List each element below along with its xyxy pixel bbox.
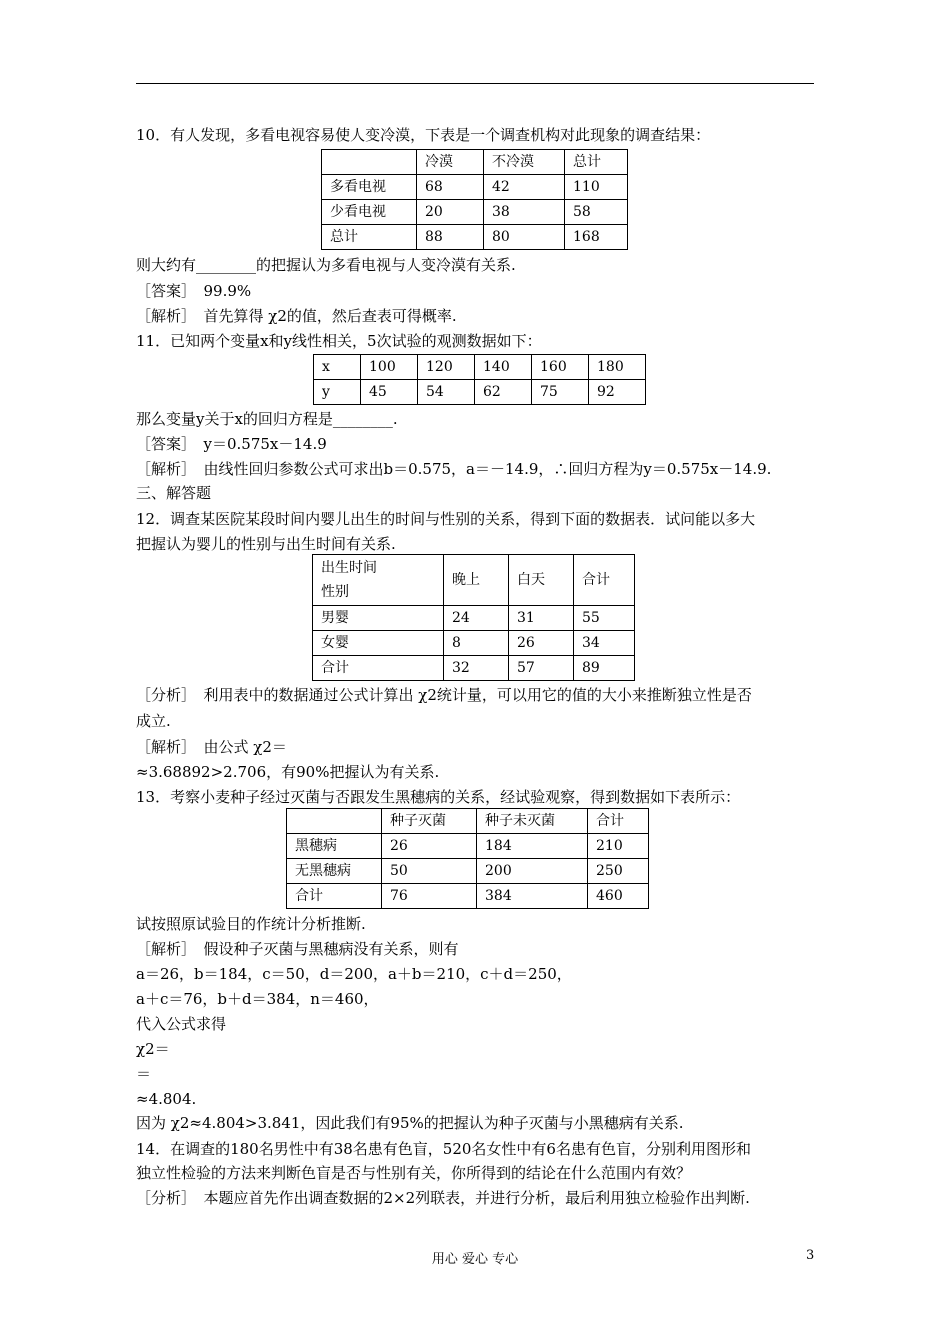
table-cell: 26	[382, 834, 477, 859]
q11-table	[313, 354, 646, 405]
q13-solution-line8: 因为 χ2≈4.804>3.841，因此我们有95%的把握认为种子灭菌与小黑穗病有关系.	[136, 1114, 684, 1132]
table-cell: 合计	[588, 809, 649, 834]
table-cell: 250	[588, 859, 649, 884]
table-cell: 42	[484, 175, 565, 200]
table-cell: 45	[361, 380, 418, 405]
section-heading: 三、解答题	[136, 484, 212, 502]
table-cell: 合计	[574, 555, 635, 606]
table-cell: 460	[588, 884, 649, 909]
table-cell: 24	[444, 606, 509, 631]
table-cell: 晚上	[444, 555, 509, 606]
table-row	[322, 225, 628, 250]
table-cell: 合计	[287, 884, 382, 909]
q11-fill: 那么变量y关于x的回归方程是________.	[136, 410, 398, 428]
header-bottom-label: 性别	[321, 584, 349, 600]
table-cell: 总计	[565, 150, 628, 175]
table-cell: 180	[589, 355, 646, 380]
table-cell: 100	[361, 355, 418, 380]
table-row	[322, 200, 628, 225]
q13-question: 13．考察小麦种子经过灭菌与否跟发生黑穗病的关系，经试验观察，得到数据如下表所示：	[136, 788, 741, 806]
table-cell: 200	[477, 859, 588, 884]
table-cell: 8	[444, 631, 509, 656]
table-cell: 不冷漠	[484, 150, 565, 175]
table-cell: 31	[509, 606, 574, 631]
q13-solution-line1: ［解析］ 假设种子灭菌与黑穗病没有关系，则有	[136, 940, 459, 958]
q10-fill: 则大约有________的把握认为多看电视与人变冷漠有关系.	[136, 256, 516, 274]
table-cell: 384	[477, 884, 588, 909]
table-cell: 184	[477, 834, 588, 859]
table-cell: 120	[418, 355, 475, 380]
table-row	[287, 809, 649, 834]
q11-analysis: ［解析］ 由线性回归参数公式可求出b＝0.575，a＝－14.9，∴回归方程为y＝0.575x－14.9.	[136, 460, 772, 478]
table-cell: 88	[417, 225, 484, 250]
q14-question-line1: 14．在调查的180名男性中有38名患有色盲，520名女性中有6名患有色盲，分别利用图形和	[136, 1140, 751, 1158]
q10-question: 10．有人发现，多看电视容易使人变冷漠，下表是一个调查机构对此现象的调查结果：	[136, 126, 711, 144]
table-cell: 89	[574, 656, 635, 681]
table-row	[322, 175, 628, 200]
q12-question-line2: 把握认为婴儿的性别与出生时间有关系.	[136, 535, 396, 553]
table-cell: 32	[444, 656, 509, 681]
table-cell: 20	[417, 200, 484, 225]
table-cell: 26	[509, 631, 574, 656]
table-row	[287, 884, 649, 909]
table-cell: 76	[382, 884, 477, 909]
table-cell: 34	[574, 631, 635, 656]
table-row	[313, 606, 635, 631]
table-cell: 62	[475, 380, 532, 405]
table-cell: 80	[484, 225, 565, 250]
q11-question: 11．已知两个变量x和y线性相关，5次试验的观测数据如下：	[136, 332, 542, 350]
diagonal-header-cell	[313, 555, 444, 606]
table-cell: 女婴	[313, 631, 444, 656]
q12-table	[312, 554, 635, 681]
q13-solution-line4: 代入公式求得	[136, 1015, 227, 1033]
table-cell: 168	[565, 225, 628, 250]
table-cell: 160	[532, 355, 589, 380]
q14-question-line2: 独立性检验的方法来判断色盲是否与性别有关，你所得到的结论在什么范围内有效？	[136, 1164, 692, 1182]
table-cell: 50	[382, 859, 477, 884]
table-cell: 无黑穗病	[287, 859, 382, 884]
q12-solution-line1: ［解析］ 由公式 χ2＝	[136, 738, 287, 756]
table-row	[287, 834, 649, 859]
table-row	[313, 656, 635, 681]
q10-answer: ［答案］ 99.9%	[136, 282, 252, 300]
table-cell: x	[314, 355, 361, 380]
q12-question-line1: 12．调查某医院某段时间内婴儿出生的时间与性别的关系，得到下面的数据表．试问能以多大	[136, 510, 756, 528]
table-cell: 38	[484, 200, 565, 225]
table-cell: 白天	[509, 555, 574, 606]
q13-solution-line2: a＝26，b＝184，c＝50，d＝200，a＋b＝210，c＋d＝250，	[136, 965, 572, 983]
q10-table	[321, 149, 628, 250]
q13-prompt: 试按照原试验目的作统计分析推断.	[136, 915, 366, 933]
q13-solution-line7: ≈4.804.	[136, 1090, 197, 1108]
q11-answer: ［答案］ y＝0.575x－14.9	[136, 435, 327, 453]
table-cell: 68	[417, 175, 484, 200]
q13-solution-line6: ＝	[136, 1065, 152, 1083]
table-cell: 少看电视	[322, 200, 417, 225]
table-cell: 种子未灭菌	[477, 809, 588, 834]
table-cell: 合计	[313, 656, 444, 681]
table-cell: y	[314, 380, 361, 405]
table-cell: 种子灭菌	[382, 809, 477, 834]
header-rule	[136, 83, 814, 84]
table-row	[313, 631, 635, 656]
table-cell: 多看电视	[322, 175, 417, 200]
table-cell: 210	[588, 834, 649, 859]
header-top-label: 出生时间	[321, 560, 377, 576]
table-row	[314, 355, 646, 380]
q12-analysis-line2: 成立.	[136, 712, 171, 730]
page-number: 3	[806, 1248, 815, 1263]
table-cell: 总计	[322, 225, 417, 250]
table-row	[322, 150, 628, 175]
table-cell	[287, 809, 382, 834]
table-row	[314, 380, 646, 405]
q12-solution-line2: ≈3.68892>2.706，有90%把握认为有关系.	[136, 763, 440, 781]
table-cell: 110	[565, 175, 628, 200]
table-cell: 75	[532, 380, 589, 405]
q10-analysis: ［解析］ 首先算得 χ2的值，然后查表可得概率.	[136, 307, 457, 325]
table-cell: 男婴	[313, 606, 444, 631]
q14-analysis: ［分析］ 本题应首先作出调查数据的2×2列联表，并进行分析，最后利用独立检验作出判断.	[136, 1189, 750, 1207]
q13-table	[286, 808, 649, 909]
table-cell: 黑穗病	[287, 834, 382, 859]
q12-analysis-line1: ［分析］ 利用表中的数据通过公式计算出 χ2统计量，可以用它的值的大小来推断独立性是否	[136, 686, 752, 704]
table-cell	[322, 150, 417, 175]
table-cell: 55	[574, 606, 635, 631]
table-cell: 92	[589, 380, 646, 405]
q13-solution-line5: χ2＝	[136, 1040, 170, 1058]
table-cell: 140	[475, 355, 532, 380]
table-cell: 54	[418, 380, 475, 405]
page-footer: 用心 爱心 专心	[431, 1252, 519, 1267]
table-row	[313, 555, 635, 606]
table-row	[287, 859, 649, 884]
table-cell: 58	[565, 200, 628, 225]
q13-solution-line3: a＋c＝76，b＋d＝384，n＝460，	[136, 990, 379, 1008]
table-cell: 冷漠	[417, 150, 484, 175]
table-cell: 57	[509, 656, 574, 681]
